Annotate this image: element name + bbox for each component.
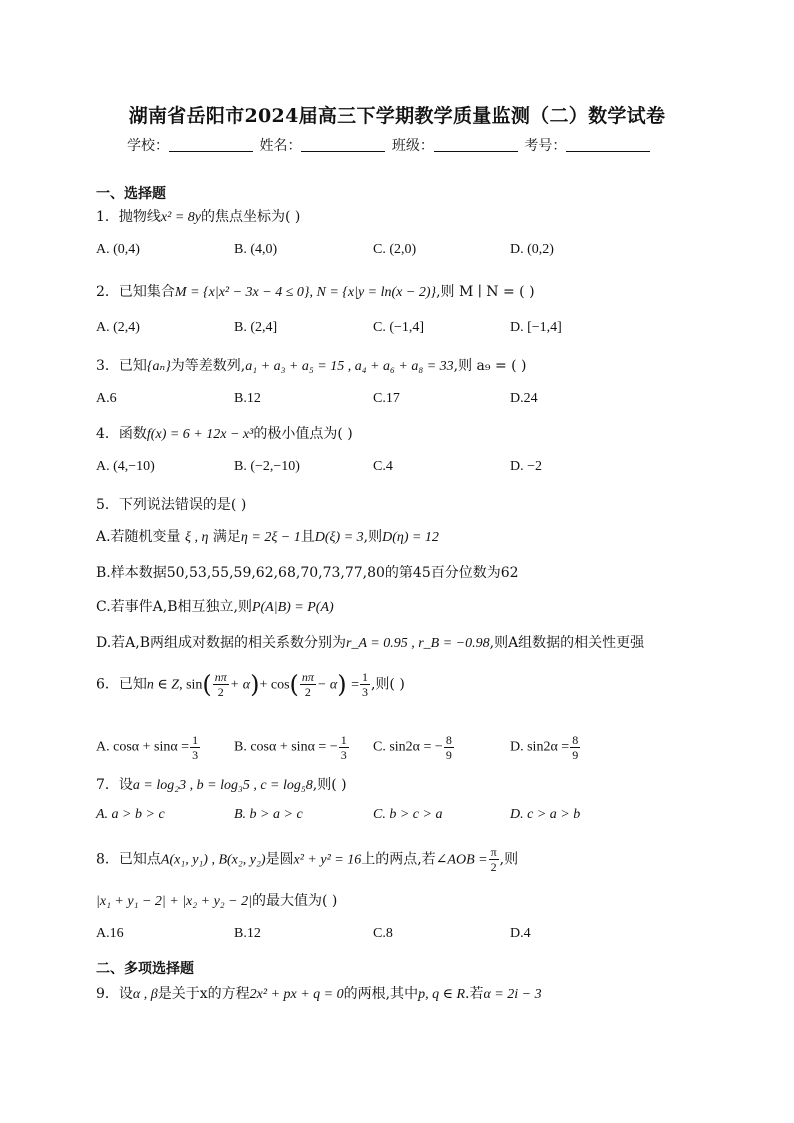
name-blank[interactable] xyxy=(301,137,385,152)
q9-roots: α , β xyxy=(132,987,158,1002)
q6-third-den: 3 xyxy=(361,685,368,699)
q2-option-c[interactable]: C. (−1,4] xyxy=(373,320,425,335)
q6-d-label: D. sin2α = xyxy=(510,739,570,755)
q6-third-num: 1 xyxy=(361,670,368,684)
q9-equation: 2x² + px + q = 0 xyxy=(249,987,344,1002)
q6-b-frac xyxy=(339,733,349,762)
q6-prefix: 6．已知 xyxy=(96,676,147,693)
q5-option-a[interactable] xyxy=(96,526,439,546)
q3-option-d[interactable]: D.24 xyxy=(510,391,538,406)
number-blank[interactable] xyxy=(566,137,650,152)
question-4-stem xyxy=(96,423,353,443)
q4-suffix: 的极小值点为( ) xyxy=(253,426,353,442)
q6-frac-2-den: 2 xyxy=(304,685,311,699)
q8-mid: 是圆 xyxy=(265,851,294,868)
q8-suffix: ,则 xyxy=(499,851,519,868)
q8-line2-suffix: 的最大值为( ) xyxy=(251,893,338,909)
number-label: 考号： xyxy=(524,138,567,154)
q8-option-d[interactable]: D.4 xyxy=(510,926,531,941)
q5-a-result: D(η) = 12 xyxy=(382,530,439,545)
q6-frac-2-num: nπ xyxy=(301,670,314,684)
q6-c-num: 8 xyxy=(445,733,452,747)
q2-suffix: ,则 M ∣ N = ( ) xyxy=(436,284,535,300)
class-blank[interactable] xyxy=(434,137,518,152)
q8-pi-half xyxy=(489,845,499,874)
section-heading-multi: 二、多项选择题 xyxy=(96,961,194,977)
q6-frac-1-den: 2 xyxy=(217,685,224,699)
question-3-stem xyxy=(96,355,527,375)
q2-option-d[interactable]: D. [−1,4] xyxy=(510,320,562,335)
q8-circle: x² + y² = 16 xyxy=(293,852,362,868)
q5-a-then: ,则 xyxy=(363,529,383,545)
q4-option-c[interactable]: C.4 xyxy=(373,459,393,474)
q6-sin: , sin xyxy=(179,677,203,693)
q3-sequence: {aₙ} xyxy=(146,359,171,374)
q6-minus-alpha: − α xyxy=(316,677,338,693)
q6-a-frac xyxy=(190,733,200,762)
question-1-stem xyxy=(96,206,300,226)
q6-option-b[interactable] xyxy=(234,733,350,762)
q7-option-b[interactable]: B. b > a > c xyxy=(234,807,303,822)
q8-prefix: 8．已知点 xyxy=(96,851,161,868)
q8-points: A(x₁, y₁) , B(x₂, y₂) xyxy=(160,852,266,868)
q8-option-b[interactable]: B.12 xyxy=(234,926,261,941)
q6-frac-1-num: nπ xyxy=(214,670,227,684)
q6-a-label: A. cosα + sinα = xyxy=(96,739,190,755)
q3-expression: a₁ + a₃ + a₅ = 15 , a₄ + a₆ + a₈ = 33 xyxy=(245,359,454,374)
q3-option-c[interactable]: C.17 xyxy=(373,391,400,406)
q4-prefix: 4．函数 xyxy=(96,426,147,442)
q6-b-label: B. cosα + sinα = − xyxy=(234,739,338,755)
q6-c-frac xyxy=(444,733,454,762)
q8-option-c[interactable]: C.8 xyxy=(373,926,393,941)
question-5-stem: 5．下列说法错误的是( ) xyxy=(96,497,247,513)
q3-option-b[interactable]: B.12 xyxy=(234,391,261,406)
q5-a-variance: D(ξ) = 3 xyxy=(314,530,364,545)
q2-option-b[interactable]: B. (2,4] xyxy=(234,320,278,335)
q9-mid: 是关于x的方程 xyxy=(157,986,250,1002)
q2-option-a[interactable]: A. (2,4) xyxy=(96,320,140,335)
q6-d-num: 8 xyxy=(572,733,579,747)
question-7-stem xyxy=(96,774,347,794)
q1-expression: x² = 8y xyxy=(160,210,201,225)
q9-params: p, q ∈ R xyxy=(418,987,465,1002)
q5-a-relation: η = 2ξ − 1 xyxy=(240,530,301,545)
q3-mid: 为等差数列, xyxy=(170,358,246,374)
q9-prefix: 9．设 xyxy=(96,986,133,1002)
q5-a-vars: ξ , η xyxy=(185,530,209,545)
question-8-stem-line2 xyxy=(96,890,337,910)
q6-suffix: ,则( ) xyxy=(370,676,405,693)
q7-option-a[interactable]: A. a > b > c xyxy=(96,807,165,822)
q6-a-den: 3 xyxy=(192,748,199,762)
student-info-row xyxy=(127,135,652,155)
q5-d-expression: r_A = 0.95 , r_B = −0.98 xyxy=(346,636,490,651)
q5-d-suffix: ,则A组数据的相关性更强 xyxy=(489,635,645,651)
q6-c-den: 9 xyxy=(445,748,452,762)
q5-option-c[interactable] xyxy=(96,596,334,616)
q6-cos: + cos xyxy=(259,677,290,693)
q6-d-den: 9 xyxy=(572,748,579,762)
question-9-stem xyxy=(96,983,542,1003)
q1-option-a[interactable]: A. (0,4) xyxy=(96,242,140,257)
q6-frac-2 xyxy=(300,670,316,699)
q1-prefix: 1．抛物线 xyxy=(96,209,161,225)
q5-c-expression: P(A|B) = P(A) xyxy=(251,600,334,615)
q6-n-in-z: n ∈ Z xyxy=(146,677,180,693)
q8-abs-expression: |x₁ + y₁ − 2| + |x₂ + y₂ − 2| xyxy=(96,894,252,909)
q8-mid2: 上的两点,若 xyxy=(361,851,436,868)
q6-d-frac xyxy=(570,733,580,762)
q5-d-prefix: D.若A,B两组成对数据的相关系数分别为 xyxy=(96,635,347,651)
q1-option-c[interactable]: C. (2,0) xyxy=(373,242,417,257)
class-label: 班级： xyxy=(391,138,434,154)
q2-expression: M = {x|x² − 3x − 4 ≤ 0}, N = {x|y = ln(x − 2)} xyxy=(174,285,437,300)
q6-b-num: 1 xyxy=(340,733,347,747)
q5-a-and: 且 xyxy=(300,529,315,545)
q4-expression: f(x) = 6 + 12x − x³ xyxy=(146,427,254,442)
q6-a-num: 1 xyxy=(192,733,199,747)
q3-option-a[interactable]: A.6 xyxy=(96,391,117,406)
school-label: 学校： xyxy=(127,138,169,154)
q7-option-c[interactable]: C. b > c > a xyxy=(373,807,443,822)
q5-a-mid: 满足 xyxy=(212,529,241,545)
q7-expression: a = log₂3 , b = log₃5 , c = log₅8 xyxy=(132,778,313,793)
q6-plus-alpha: + α xyxy=(229,677,251,693)
q8-pi: π xyxy=(490,845,497,859)
question-6-stem: 6．已知n ∈ Z, sin( $\frac{n\pi}{2}$ + α)+ cos( $\frac{n\pi}{2}$ − α) = $\frac{1}{3}$ ,则( ) xyxy=(96,670,405,699)
q6-equals: = xyxy=(351,677,359,693)
q1-option-b[interactable]: B. (4,0) xyxy=(234,242,278,257)
q9-mid3: .若 xyxy=(465,986,484,1002)
question-8-stem xyxy=(96,845,518,874)
q7-prefix: 7．设 xyxy=(96,777,133,793)
q3-suffix: ,则 a₉ = ( ) xyxy=(453,358,527,374)
q8-two: 2 xyxy=(490,860,497,874)
q8-angle: ∠AOB = xyxy=(435,852,488,868)
name-label: 姓名： xyxy=(259,138,302,154)
q9-alpha: α = 2i − 3 xyxy=(483,987,542,1002)
q3-prefix: 3．已知 xyxy=(96,358,147,374)
q6-option-c[interactable] xyxy=(373,733,455,762)
section-heading-choice: 一、选择题 xyxy=(96,186,166,202)
q6-option-a[interactable] xyxy=(96,733,201,762)
q1-option-d[interactable]: D. (0,2) xyxy=(510,242,554,257)
q7-option-d[interactable]: D. c > a > b xyxy=(510,807,581,822)
q6-frac-third xyxy=(360,670,370,699)
q5-a-prefix: A.若随机变量 xyxy=(96,529,181,545)
question-2-stem xyxy=(96,281,535,301)
q6-option-d[interactable] xyxy=(510,733,581,762)
q2-prefix: 2．已知集合 xyxy=(96,284,175,300)
q6-frac-1 xyxy=(213,670,229,699)
q6-b-den: 3 xyxy=(340,748,347,762)
q5-option-d[interactable] xyxy=(96,632,644,652)
q4-option-d[interactable]: D. −2 xyxy=(510,459,543,474)
q6-c-label: C. sin2α = − xyxy=(373,739,443,755)
q7-suffix: ,则( ) xyxy=(312,777,347,793)
q1-suffix: 的焦点坐标为( ) xyxy=(201,209,301,225)
exam-title: 湖南省岳阳市2024届高三下学期教学质量监测（二）数学试卷 xyxy=(128,105,666,127)
q5-option-b[interactable]: B.样本数据50,53,55,59,62,68,70,73,77,80的第45百分位数为62 xyxy=(96,565,519,581)
school-blank[interactable] xyxy=(169,137,253,152)
q8-option-a[interactable]: A.16 xyxy=(96,926,124,941)
q4-option-b[interactable]: B. (−2,−10) xyxy=(234,459,300,474)
q9-mid2: 的两根,其中 xyxy=(343,986,419,1002)
q5-c-prefix: C.若事件A,B相互独立,则 xyxy=(96,599,252,615)
q4-option-a[interactable]: A. (4,−10) xyxy=(96,459,155,474)
